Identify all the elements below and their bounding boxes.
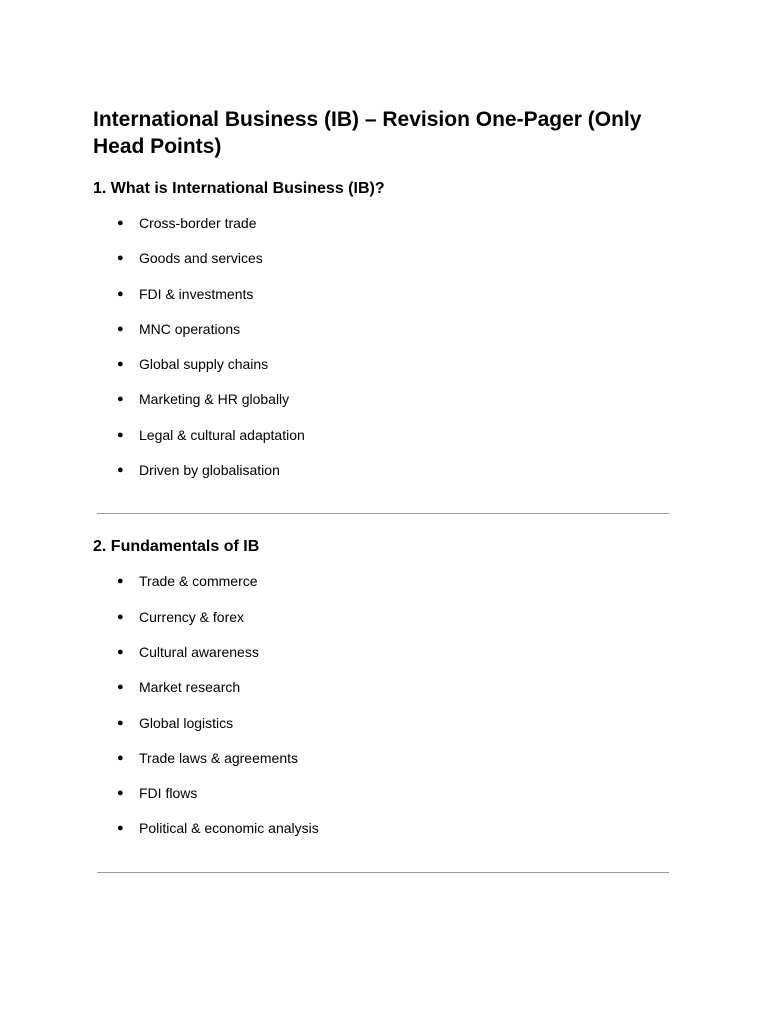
list-item <box>93 607 673 642</box>
bullet-icon: ● <box>117 716 124 729</box>
list-item <box>93 319 673 354</box>
section-1-bullet-list <box>93 213 673 495</box>
list-item-text: Political & economic analysis <box>139 820 319 837</box>
list-item <box>93 642 673 677</box>
bullet-icon: ● <box>117 464 124 477</box>
document-page <box>93 106 673 873</box>
bullet-icon: ● <box>117 358 124 371</box>
bullet-icon: ● <box>117 217 124 229</box>
bullet-icon: ● <box>117 610 124 623</box>
list-item-text: Cultural awareness <box>139 643 259 660</box>
list-item-text: Goods and services <box>139 250 263 267</box>
list-item <box>93 460 673 495</box>
list-item <box>93 783 673 818</box>
section-2-bullet-list <box>93 571 673 853</box>
bullet-icon: ● <box>117 287 124 300</box>
bullet-icon: ● <box>117 645 124 658</box>
section-divider <box>97 872 669 873</box>
list-item <box>93 677 673 712</box>
list-item-text: Trade laws & agreements <box>139 749 298 766</box>
list-item-text: Driven by globalisation <box>139 462 280 479</box>
list-item-text: Global logistics <box>139 714 234 731</box>
list-item <box>93 748 673 783</box>
list-item-text: FDI flows <box>139 785 198 802</box>
bullet-icon: ● <box>117 252 124 265</box>
list-item-text: Legal & cultural adaptation <box>139 426 305 443</box>
list-item <box>93 284 673 319</box>
bullet-icon: ● <box>117 322 124 335</box>
bullet-icon: ● <box>117 822 124 835</box>
bullet-icon: ● <box>117 428 124 441</box>
list-item-text: FDI & investments <box>139 285 254 302</box>
list-item <box>93 213 673 248</box>
list-item-text: Trade & commerce <box>139 573 258 590</box>
list-item-text: Global supply chains <box>139 356 269 373</box>
list-item <box>93 571 673 606</box>
section-heading-fundamentals: 2. Fundamentals of IB <box>93 538 260 556</box>
list-item-text: Currency & forex <box>139 608 245 625</box>
section-heading-what-is-ib: 1. What is International Business (IB)? <box>93 180 385 197</box>
list-item <box>93 713 673 748</box>
list-item-text: Market research <box>139 679 241 696</box>
list-item-text: MNC operations <box>139 320 241 337</box>
section-divider <box>97 513 669 514</box>
list-item <box>93 248 673 283</box>
list-item-text: Marketing & HR globally <box>139 391 290 408</box>
list-item <box>93 818 673 853</box>
bullet-icon: ● <box>117 393 124 406</box>
list-item-text: Cross-border trade <box>139 215 257 231</box>
bullet-icon: ● <box>117 787 124 800</box>
bullet-icon: ● <box>117 751 124 764</box>
document-title: International Business (IB) – Revision One-Pager (Only Head Points) <box>93 108 642 158</box>
bullet-icon: ● <box>117 575 124 588</box>
list-item <box>93 354 673 389</box>
list-item <box>93 389 673 424</box>
list-item <box>93 425 673 460</box>
bullet-icon: ● <box>117 681 124 694</box>
